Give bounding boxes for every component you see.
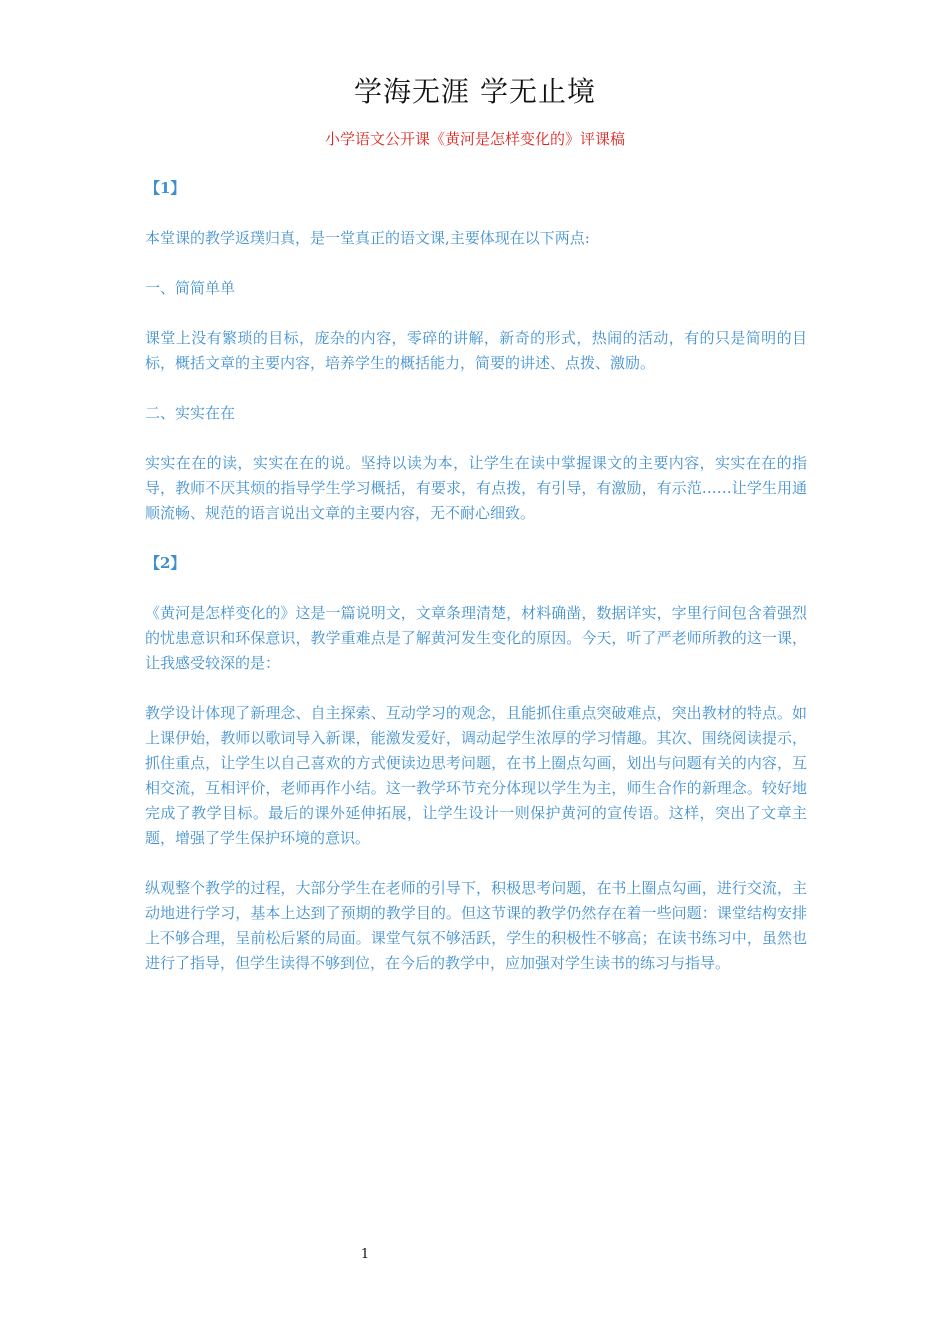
section-marker-1: 【1】 xyxy=(145,179,186,197)
page-number: 1 xyxy=(360,1247,370,1262)
paragraph: 本堂课的教学返璞归真，是一堂真正的语文课,主要体现在以下两点: xyxy=(145,229,590,247)
section-heading: 二、实实在在 xyxy=(145,404,236,422)
document-body xyxy=(145,176,807,1001)
section-marker-2: 【2】 xyxy=(145,554,186,572)
document-title: 小学语文公开课《黄河是怎样变化的》评课稿 xyxy=(324,130,625,148)
paragraph: 纵观整个教学的过程，大部分学生在老师的引导下，积极思考问题，在书上圈点勾画，进行交流，主动地进行学习，基本上达到了预期的教学目的。但这节课的教学仍然存在着一些问题：课堂结构安排上不够合理，呈前松后紧的局面。课堂气氛不够活跃，学生的积极性不够高；在读书练习中，虽然也进行了指导，但学生读得不够到位，在今后的教学中，应加强对学生读书的练习与指导。 xyxy=(145,879,807,972)
paragraph: 《黄河是怎样变化的》这是一篇说明文，文章条理清楚，材料确凿，数据详实，字里行间包含着强烈的忧患意识和环保意识，教学重难点是了解黄河发生变化的原因。今天，听了严老师所教的这一课，让我感受较深的是： xyxy=(145,604,807,672)
paragraph: 教学设计体现了新理念、自主探索、互动学习的观念，且能抓住重点突破难点，突出教材的特点。如上课伊始，教师以歌词导入新课，能激发爱好，调动起学生浓厚的学习情趣。其次、围绕阅读提示，抓住重点，让学生以自己喜欢的方式便读边思考问题，在书上圈点勾画，划出与问题有关的内容，互相交流，互相评价，老师再作小结。这一教学环节充分体现以学生为主，师生合作的新理念。较好地完成了教学目标。最后的课外延伸拓展，让学生设计一则保护黄河的宣传语。这样，突出了文章主题，增强了学生保护环境的意识。 xyxy=(145,704,807,847)
section-heading: 一、简简单单 xyxy=(145,279,236,297)
page-header: 学海无涯 学无止境 xyxy=(354,75,596,108)
paragraph: 实实在在的读，实实在在的说。坚持以读为本，让学生在读中掌握课文的主要内容，实实在在的指导，教师不厌其烦的指导学生学习概括，有要求，有点拨，有引导，有激励，有示范……让学生用通顺流畅、规范的语言说出文章的主要内容，无不耐心细致。 xyxy=(145,454,807,522)
paragraph: 课堂上没有繁琐的目标，庞杂的内容，零碎的讲解，新奇的形式，热闹的活动，有的只是简明的目标，概括文章的主要内容，培养学生的概括能力，简要的讲述、点拨、激励。 xyxy=(145,329,807,372)
